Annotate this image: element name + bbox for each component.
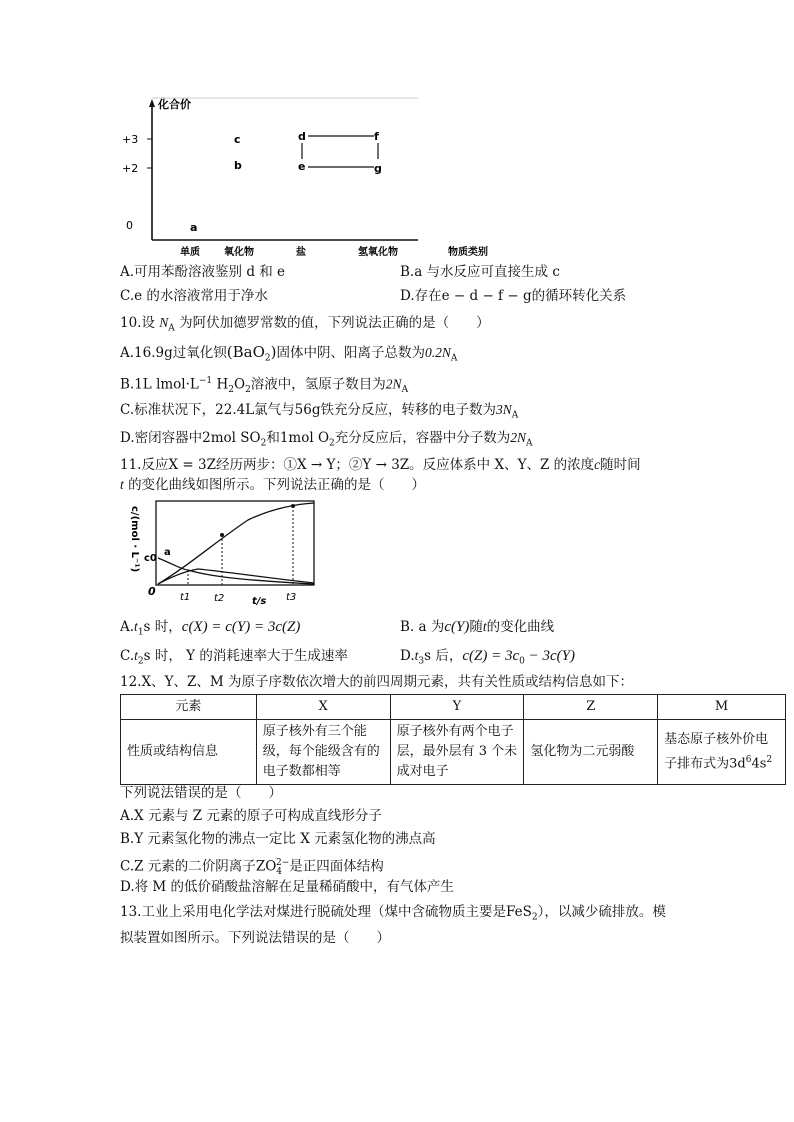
x-axis-label: t/s — [252, 596, 267, 607]
q12-option-d: D.将 M 的低价硝酸盐溶解在足量稀硝酸中，有气体产生 — [120, 879, 455, 895]
t3-point — [291, 504, 295, 508]
subscript: 2 — [264, 353, 271, 364]
symbol: t — [134, 648, 138, 663]
text: 的变化曲线 — [486, 619, 555, 635]
curve-y — [158, 569, 314, 584]
symbol: t — [120, 477, 124, 492]
value: 1L lmol·L — [134, 376, 199, 393]
x-axis-label: 物质类别 — [448, 247, 488, 258]
superscript: 2− — [276, 858, 290, 868]
formula: 4s — [751, 756, 767, 772]
y-tick-plus3: +3 — [122, 133, 139, 146]
text: 的变化曲线如图所示。下列说法正确的是（ ） — [128, 477, 426, 493]
x-tick-t2: t2 — [214, 593, 225, 604]
y-tick-c0: c0 — [144, 553, 157, 564]
element-info-table — [120, 694, 786, 785]
row-label-cell: 性质或结构信息 — [121, 720, 257, 785]
superscript: 2 — [766, 754, 773, 765]
q9-option-b: B.a 与水反应可直接生成 c — [400, 264, 560, 280]
text: D.密闭容器中 — [120, 430, 203, 446]
header-cell: M — [658, 695, 786, 720]
curve-z — [158, 503, 314, 584]
subscript: 2 — [137, 656, 144, 667]
subscript: 2 — [531, 912, 538, 923]
text: 氯气与 — [254, 402, 295, 418]
text: A. — [120, 345, 135, 361]
text: B. — [120, 376, 135, 393]
text: C.Z 元素的二价阴离子 — [120, 858, 256, 875]
text: 的循环转化关系 — [531, 288, 627, 304]
cell-m — [658, 720, 786, 785]
text: 过氧化钡 — [172, 345, 227, 361]
value: 3N — [496, 402, 512, 417]
text: 。反应体系中 X、Y、Z 的浓度 — [409, 457, 595, 473]
equation: − 3c(Y) — [524, 648, 576, 664]
formula: e − d − f − g — [441, 288, 532, 304]
point-c: c — [234, 133, 241, 146]
subscript: 2 — [245, 385, 251, 396]
header-cell: X — [256, 695, 390, 720]
x-tick-0: 0 — [148, 585, 156, 598]
cell-x: 原子核外有三个能级，每个能级含有的电子数都相等 — [256, 720, 390, 785]
text: 充分反应后，容器中分子数为 — [334, 430, 511, 446]
x-tick-hydroxide: 氢氧化物 — [358, 247, 398, 258]
subscript: 2 — [228, 385, 234, 396]
equation: X = 3Z — [168, 457, 216, 473]
y-tick-plus2: +2 — [122, 162, 139, 175]
point-g: g — [374, 162, 382, 175]
q10-option-a — [120, 342, 457, 369]
text: 和 — [266, 430, 280, 446]
text: ），以减少硫排放。模 — [537, 904, 666, 920]
q12-stem: 12.X、Y、Z、M 为原子序数依次增大的前四周期元素，共有关性质或结构信息如下： — [120, 674, 633, 690]
superscript: 6 — [745, 754, 752, 765]
equation: c(Y) — [444, 619, 470, 635]
text: A. — [120, 619, 135, 635]
header-cell: 元素 — [121, 695, 257, 720]
q11-option-a — [120, 617, 300, 643]
formula: 1mol O — [279, 430, 330, 446]
equation: c(Z) = 3c — [462, 648, 520, 664]
header-cell: Y — [390, 695, 524, 720]
q12-question: 下列说法错误的是（ ） — [120, 785, 282, 801]
point-e: e — [298, 160, 306, 173]
cell-z: 氢化物为二元弱酸 — [524, 720, 658, 785]
point-b: b — [234, 159, 242, 172]
text: ；② — [335, 457, 363, 473]
value: 16.9g — [134, 345, 173, 361]
valence-category-figure — [118, 96, 508, 262]
subscript: 2 — [260, 438, 267, 449]
text: C.标准状况下， — [120, 402, 216, 418]
q9-option-d — [400, 286, 626, 306]
q12-option-b: B.Y 元素氢化物的沸点一定比 X 元素氢化物的沸点高 — [120, 831, 436, 847]
equation: X → Y — [296, 457, 336, 473]
value: 22.4L — [215, 402, 255, 418]
text: 为阿伏加德罗常数的值，下列说法正确的是（ ） — [179, 315, 490, 331]
text: 固体中阴、阳离子总数为 — [276, 345, 425, 361]
header-cell: Z — [524, 695, 658, 720]
symbol: t — [482, 619, 487, 634]
y-axis-arrow — [149, 99, 155, 107]
symbol: t — [414, 648, 419, 663]
formula: 2mol SO — [202, 430, 261, 446]
q11-option-c — [120, 646, 348, 672]
x-tick-element: 单质 — [180, 247, 200, 258]
symbol: t — [134, 619, 138, 634]
text: 13.工业上采用电化学法对煤进行脱硫处理（煤中含硫物质主要是 — [120, 904, 506, 920]
x-tick-t3: t3 — [286, 592, 297, 603]
value: 56g — [294, 402, 321, 418]
subscript: 1 — [137, 627, 144, 638]
q13-stem-line1 — [120, 902, 666, 928]
subscript: 2 — [329, 438, 335, 449]
text: s 时， Y 的消耗速率大于生成速率 — [143, 648, 348, 664]
subscript: A — [511, 410, 519, 421]
text: 随时间 — [600, 457, 641, 473]
q11-stem-line1 — [120, 455, 641, 475]
subscript: A — [526, 438, 533, 449]
concentration-time-chart — [118, 498, 318, 610]
cell-y: 原子核外有两个电子层，最外层有 3 个未成对电子 — [390, 720, 524, 785]
text: D.存在 — [400, 288, 442, 304]
text: 基态原子核外价电子排布式为 — [664, 731, 769, 772]
q10-option-d — [120, 428, 533, 454]
text: 铁充分反应，转移的电子数为 — [320, 402, 496, 418]
text: D. — [400, 648, 415, 664]
subscript: A — [450, 353, 458, 364]
text: C. — [120, 648, 135, 664]
text: B. a 为 — [400, 619, 445, 635]
plot-frame — [156, 501, 314, 585]
equation: c(X) = c(Y) = 3c(Z) — [181, 619, 301, 635]
value: 2N — [385, 376, 402, 392]
equation: Y → 3Z — [362, 457, 410, 473]
symbol: N — [159, 315, 169, 330]
subscript: 3 — [418, 656, 425, 667]
point-f: f — [374, 130, 379, 143]
x-tick-salt: 盐 — [296, 247, 306, 258]
q11-option-d — [400, 646, 575, 672]
point-d: d — [298, 130, 306, 143]
subscript: 4 — [276, 867, 282, 878]
text: 溶液中，氢原子数目为 — [250, 376, 386, 393]
point-a: a — [190, 221, 198, 234]
y-axis-label: 化合价 — [158, 98, 191, 111]
formula: ) — [270, 343, 277, 361]
formula: H — [212, 376, 229, 393]
formula: (BaO — [226, 343, 265, 361]
superscript: −1 — [198, 376, 213, 386]
text: s 时， — [143, 619, 182, 635]
table-row — [121, 720, 786, 785]
subscript: A — [168, 323, 175, 334]
q11-stem-line2 — [120, 475, 425, 495]
q9-option-c: C.e 的水溶液常用于净水 — [120, 288, 268, 304]
formula: O — [233, 376, 246, 393]
x-tick-t1: t1 — [180, 592, 191, 603]
formula: 3d — [729, 756, 746, 772]
value: 2N — [510, 430, 527, 445]
q12-option-a: A.X 元素与 Z 元素的原子可构成直线形分子 — [120, 808, 382, 824]
y-tick-zero: 0 — [126, 219, 133, 232]
subscript: 0 — [519, 656, 525, 667]
text: 10.设 — [120, 315, 155, 331]
q10-stem — [120, 313, 490, 339]
text: s 后， — [424, 648, 463, 664]
q9-option-a: A.可用苯酚溶液鉴别 d 和 e — [120, 264, 286, 280]
text: 是正四面体结构 — [289, 858, 384, 875]
y-axis-label: c/(mol · L⁻¹) — [129, 506, 140, 573]
x-tick-oxide: 氧化物 — [224, 247, 254, 258]
text: 随 — [469, 619, 483, 635]
table-header-row — [121, 695, 786, 720]
q11-option-b — [400, 617, 554, 637]
formula: ZO — [255, 858, 277, 875]
q13-stem-line2: 拟装置如图所示。下列说法错误的是（ ） — [120, 930, 390, 946]
text: 经历两步：① — [215, 457, 297, 473]
q10-option-b — [120, 371, 408, 400]
curve-label-a: a — [164, 547, 171, 558]
t2-point — [220, 533, 224, 537]
formula: FeS — [505, 904, 532, 920]
q10-option-c — [120, 400, 518, 426]
symbol: c — [594, 457, 601, 472]
text: 11.反应 — [120, 457, 169, 473]
subscript: A — [401, 385, 409, 396]
value: 0.2N — [424, 345, 451, 360]
